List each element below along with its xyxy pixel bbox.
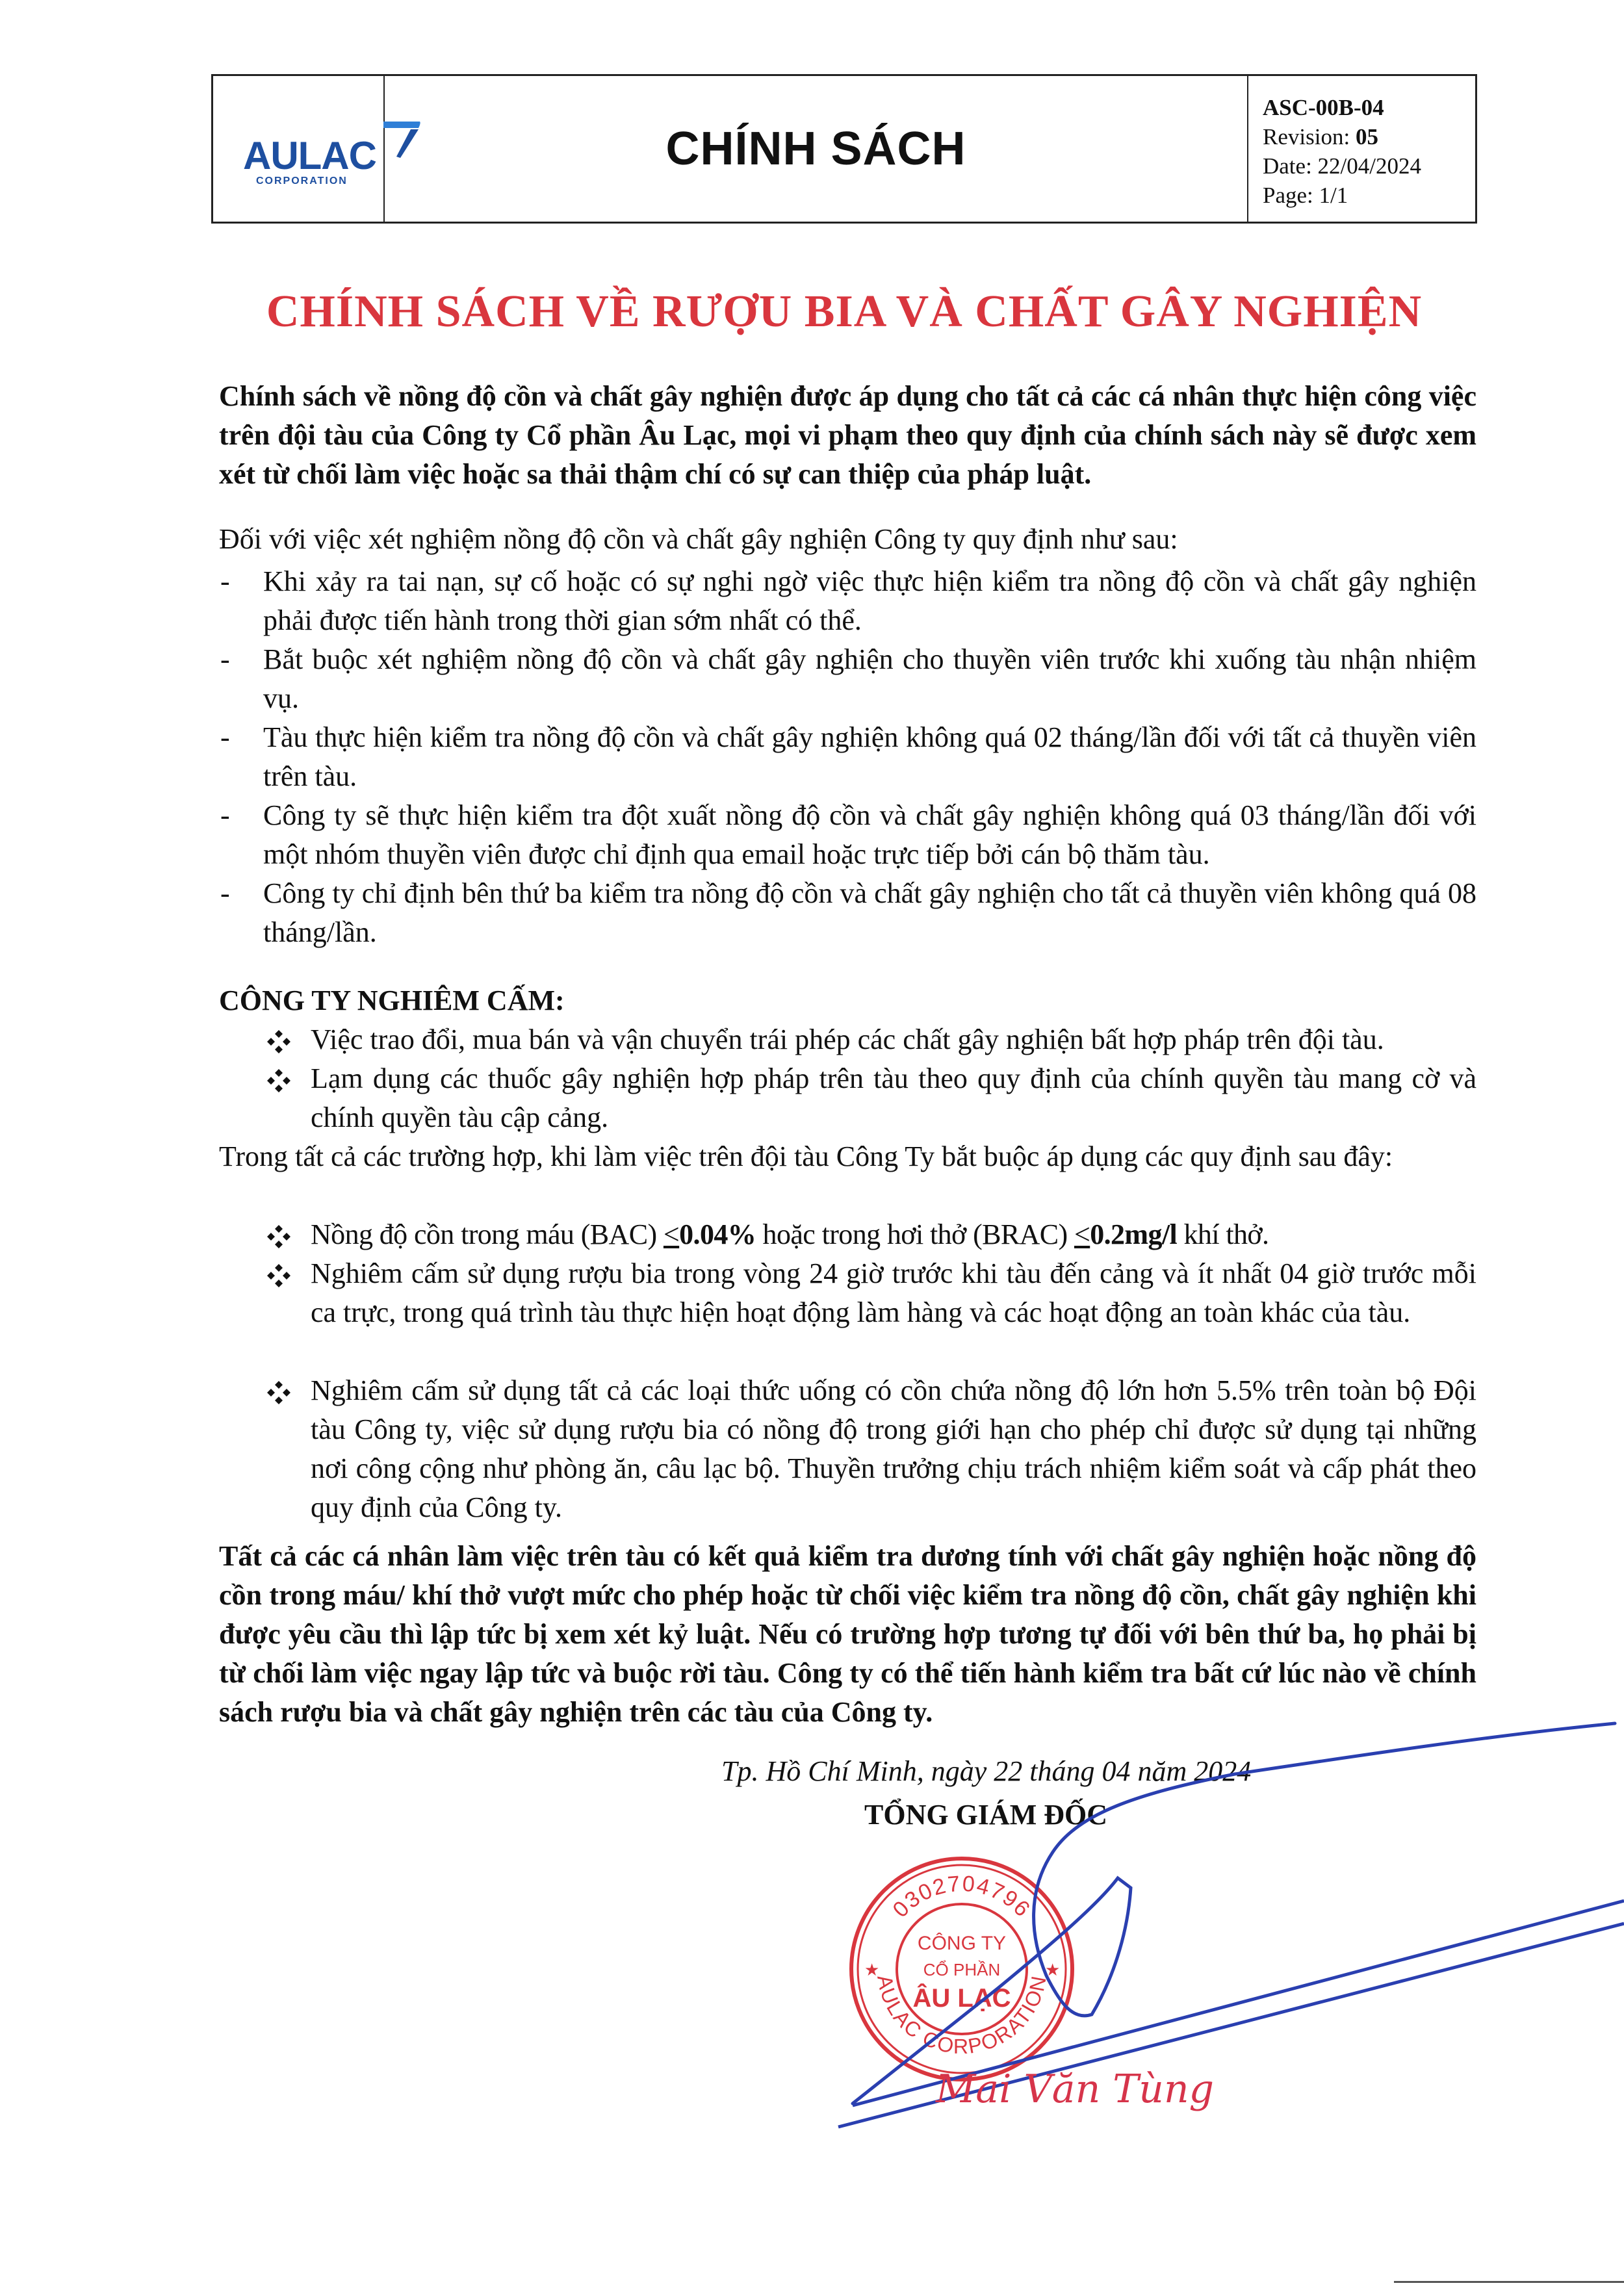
- document-type: CHÍNH SÁCH: [665, 123, 966, 175]
- logo-cell: [213, 76, 385, 222]
- seal-tax-code: 0302704796: [888, 1871, 1036, 1923]
- bac-limit: 0.04%: [679, 1218, 756, 1250]
- rules-item-text: Nghiêm cấm sử dụng rượu bia trong vòng 24 giờ trước khi tàu đến cảng và ít nhất 04 giờ trước mỗi ca trực, trong quá trình tàu thực hiện hoạt động làm hàng và các hoạt động an toàn khác của tàu.: [311, 1257, 1476, 1328]
- prohibited-item-text: Lạm dụng các thuốc gây nghiện hợp pháp trên tàu theo quy định của chính quyền tàu mang cờ và chính quyền tàu cập cảng.: [311, 1062, 1476, 1133]
- document-date: Date: 22/04/2024: [1263, 153, 1421, 179]
- diamond-bullet-icon: [266, 1263, 291, 1288]
- brac-operator: <: [1074, 1218, 1090, 1250]
- company-seal-stamp: [838, 1846, 1085, 2092]
- rules-item-text: Nghiêm cấm sử dụng tất cả các loại thức uống có cồn chứa nồng độ lớn hơn 5.5% trên toàn bộ Đội tàu Công ty, việc sử dụng rượu bia có nồng độ trong giới hạn cho phép chỉ được sử dụng tại những nơi công cộng như phòng ăn, câu lạc bộ. Thuyền trưởng chịu trách nhiệm kiểm soát và cấp phát theo quy định của Công ty.: [311, 1374, 1476, 1523]
- policy-title: CHÍNH SÁCH VỀ RƯỢU BIA VÀ CHẤT GÂY NGHIỆN: [266, 287, 1423, 337]
- revision: [1263, 122, 1475, 151]
- testing-item-text: Bắt buộc xét nghiệm nồng độ cồn và chất gây nghiện cho thuyền viên trước khi xuống tàu nhận nhiệm vụ.: [263, 643, 1476, 714]
- revision-label: Revision:: [1263, 124, 1356, 149]
- dash-marker: -: [220, 643, 230, 675]
- diamond-bullet-icon: [266, 1224, 291, 1249]
- seal-line-3: ÂU LẠC: [912, 1984, 1011, 2013]
- company-logo-wordmark: AULAC: [243, 134, 376, 177]
- dash-marker: -: [220, 721, 230, 753]
- seal-star-icon: ★: [864, 1961, 880, 1979]
- dash-marker: -: [220, 877, 230, 909]
- conclusion-paragraph: Tất cả các cá nhân làm việc trên tàu có kết quả kiểm tra dương tính với chất gây nghiện hoặc nồng độ cồn trong máu/ khí thở vượt mức cho phép hoặc từ chối việc kiểm tra nồng độ cồn, chất gây nghiện khi được yêu cầu thì lập tức bị xem xét kỷ luật. Nếu có trường hợp tương tự đối với bên thứ ba, họ phải bị từ chối làm việc ngay lập tức và buộc rời tàu. Công ty có thể tiến hành kiểm tra bất cứ lúc nào về chính sách rượu bia và chất gây nghiện trên các tàu của Công ty.: [219, 1540, 1476, 1728]
- testing-item: [219, 640, 1476, 718]
- intro-paragraph: Chính sách về nồng độ cồn và chất gây nghiện được áp dụng cho tất cả các cá nhân thực hiện công việc trên đội tàu của Công ty Cổ phần Âu Lạc, mọi vi phạm theo quy định của chính sách này sẽ được xem xét từ chối làm việc hoặc sa thải thậm chí có sự can thiệp của pháp luật.: [219, 380, 1476, 490]
- testing-item-text: Công ty chỉ định bên thứ ba kiểm tra nồng độ cồn và chất gây nghiện cho tất cả thuyền viên không quá 08 tháng/lần.: [263, 877, 1476, 948]
- testing-item-text: Tàu thực hiện kiểm tra nồng độ cồn và chất gây nghiện không quá 02 tháng/lần đối với tất cả thuyền viên trên tàu.: [263, 721, 1476, 792]
- place-and-date: Tp. Hồ Chí Minh, ngày 22 tháng 04 năm 2024: [721, 1755, 1252, 1787]
- seal-line-2: CỔ PHẦN: [923, 1960, 1001, 1979]
- seal-line-1: CÔNG TY: [917, 1933, 1007, 1954]
- document-code: ASC-00B-04: [1263, 95, 1384, 120]
- testing-item-text: Khi xảy ra tai nạn, sự cố hoặc có sự nghi ngờ việc thực hiện kiểm tra nồng độ cồn và chất gây nghiện phải được tiến hành trong thời gian sớm nhất có thể.: [263, 565, 1476, 636]
- limit-text: [311, 1215, 1476, 1254]
- company-logo-subtitle: CORPORATION: [256, 175, 348, 187]
- diamond-bullet-icon: [266, 1029, 291, 1054]
- bac-label: Nồng độ cồn trong máu (BAC): [311, 1218, 664, 1250]
- testing-item: [219, 874, 1476, 952]
- rules-item-limit: [219, 1215, 1476, 1254]
- signatory-name: Mai Văn Tùng: [936, 2067, 1214, 2112]
- prohibited-item: [219, 1059, 1476, 1137]
- bac-operator: <: [663, 1218, 680, 1250]
- diamond-bullet-icon: [266, 1068, 291, 1093]
- document-header-table: [211, 74, 1477, 224]
- page-number: Page: 1/1: [1263, 183, 1348, 208]
- breath-suffix: khí thở.: [1177, 1218, 1269, 1250]
- prohibited-heading: CÔNG TY NGHIÊM CẤM:: [219, 985, 565, 1016]
- testing-item: [219, 796, 1476, 874]
- brac-limit: 0.2mg/l: [1090, 1218, 1178, 1250]
- testing-item: [219, 562, 1476, 640]
- seal-star-icon: ★: [1045, 1961, 1061, 1979]
- document-type-cell: [385, 76, 1248, 222]
- testing-item-text: Công ty sẽ thực hiện kiểm tra đột xuất nồng độ cồn và chất gây nghiện không quá 03 tháng/lần đối với một nhóm thuyền viên được chỉ định qua email hoặc trực tiếp bởi cán bộ thăm tàu.: [263, 799, 1476, 870]
- document-meta-cell: [1248, 76, 1475, 222]
- revision-value: 05: [1355, 124, 1378, 149]
- rules-item: [219, 1371, 1476, 1527]
- prohibited-item: [219, 1020, 1476, 1059]
- rules-item: [219, 1254, 1476, 1332]
- testing-item: [219, 718, 1476, 796]
- diamond-bullet-icon: [266, 1380, 291, 1405]
- prohibited-item-text: Việc trao đổi, mua bán và vận chuyển trái phép các chất gây nghiện bất hợp pháp trên đội tàu.: [311, 1024, 1384, 1055]
- seal-ring-text: AULAC CORPORATION: [873, 1973, 1051, 2059]
- rules-lead: Trong tất cả các trường hợp, khi làm việc trên đội tàu Công Ty bắt buộc áp dụng các quy định sau đây:: [219, 1140, 1393, 1172]
- signatory-role: TỔNG GIÁM ĐỐC: [864, 1799, 1107, 1831]
- dash-marker: -: [220, 799, 230, 831]
- dash-marker: -: [220, 565, 230, 597]
- testing-lead: Đối với việc xét nghiệm nồng độ cồn và chất gây nghiện Công ty quy định như sau:: [219, 523, 1178, 555]
- scan-edge-line: [1394, 2281, 1624, 2283]
- brac-label: hoặc trong hơi thở (BRAC): [756, 1218, 1074, 1250]
